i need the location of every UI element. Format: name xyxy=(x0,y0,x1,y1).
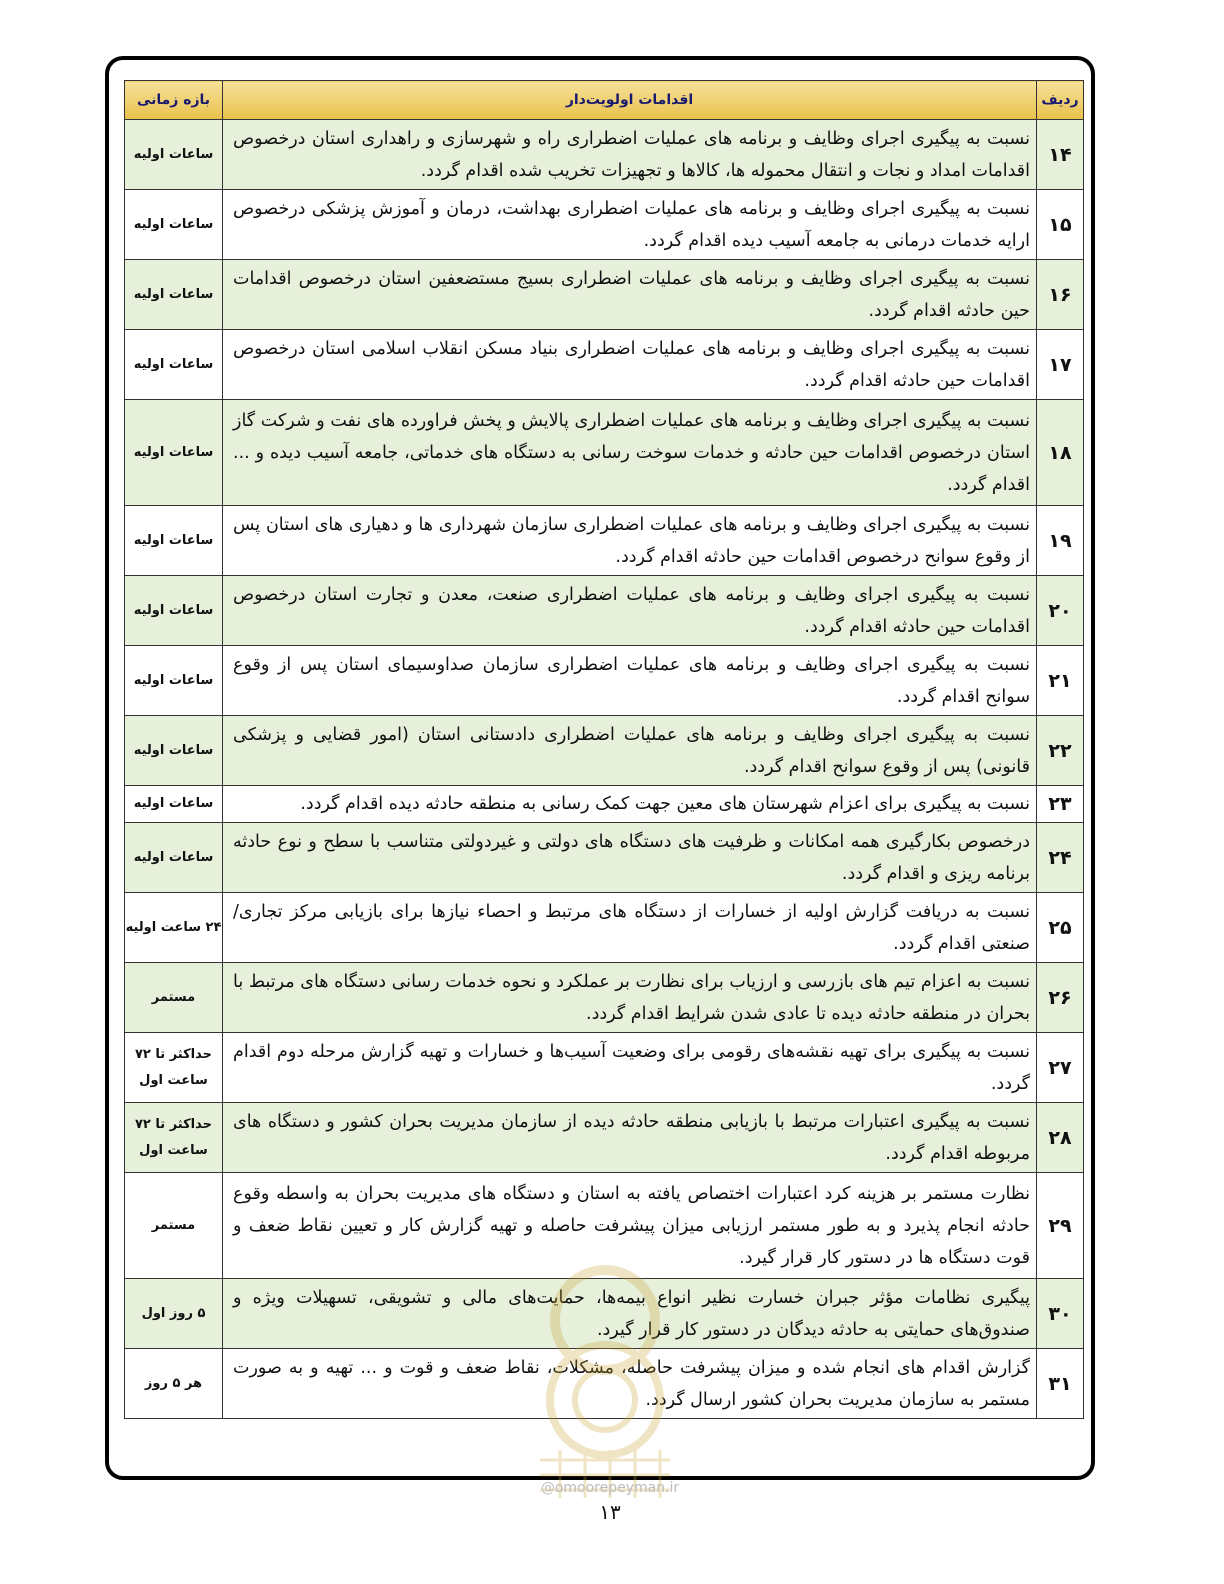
row-number-cell: ۱۸ xyxy=(1037,400,1084,506)
row-number-cell: ۱۶ xyxy=(1037,260,1084,330)
table-row xyxy=(125,400,1084,506)
time-frame-cell: ساعات اولیه xyxy=(125,576,223,646)
table-row xyxy=(125,1033,1084,1103)
table-row xyxy=(125,506,1084,576)
action-text-cell: نسبت به پیگیری اجرای وظایف و برنامه های عملیات اضطراری بنیاد مسکن انقلاب اسلامی استان درخصوص اقدامات حین حادثه اقدام گردد. xyxy=(223,330,1037,400)
row-number-cell: ۳۱ xyxy=(1037,1349,1084,1419)
table-header-row xyxy=(125,81,1084,120)
time-frame-cell: ساعات اولیه xyxy=(125,260,223,330)
action-text-cell: نسبت به پیگیری اجرای وظایف و برنامه های عملیات اضطراری بهداشت، درمان و آموزش پزشکی درخصوص ارایه خدمات درمانی به جامعه آسیب دیده اقدام گردد. xyxy=(223,190,1037,260)
page-number: ۱۳ xyxy=(599,1500,621,1524)
table-row xyxy=(125,716,1084,786)
table-row xyxy=(125,823,1084,893)
action-text-cell: نسبت به پیگیری اجرای وظایف و برنامه های عملیات اضطراری بسیج مستضعفین استان درخصوص اقدامات حین حادثه اقدام گردد. xyxy=(223,260,1037,330)
time-frame-cell: ساعات اولیه xyxy=(125,646,223,716)
time-frame-cell: ساعات اولیه xyxy=(125,400,223,506)
action-text-cell: نسبت به پیگیری اجرای وظایف و برنامه های عملیات اضطراری سازمان صداوسیمای استان پس از وقوع سوانح اقدام گردد. xyxy=(223,646,1037,716)
header-priority-actions: اقدامات اولویت‌دار xyxy=(223,81,1037,120)
table-row xyxy=(125,963,1084,1033)
time-frame-cell: ساعات اولیه xyxy=(125,330,223,400)
action-text-cell: گزارش اقدام های انجام شده و میزان پیشرفت حاصله، مشکلات، نقاط ضعف و قوت و ... تهیه و به صورت مستمر به سازمان مدیریت بحران کشور ارسال گردد. xyxy=(223,1349,1037,1419)
time-frame-cell: حداکثر تا ۷۲ ساعت اول xyxy=(125,1103,223,1173)
row-number-cell: ۱۴ xyxy=(1037,120,1084,190)
row-number-cell: ۲۱ xyxy=(1037,646,1084,716)
time-frame-cell: ساعات اولیه xyxy=(125,506,223,576)
action-text-cell: نسبت به پیگیری اجرای وظایف و برنامه های عملیات اضطراری راه و شهرسازی و راهداری استان درخصوص اقدامات امداد و نجات و انتقال محموله ها، کالاها و تجهیزات تخریب شده اقدام گردد. xyxy=(223,120,1037,190)
row-number-cell: ۱۷ xyxy=(1037,330,1084,400)
action-text-cell: نسبت به پیگیری اجرای وظایف و برنامه های عملیات اضطراری صنعت، معدن و تجارت استان درخصوص اقدامات حین حادثه اقدام گردد. xyxy=(223,576,1037,646)
table-row xyxy=(125,576,1084,646)
action-text-cell: پیگیری نظامات مؤثر جبران خسارت نظیر انواع بیمه‌ها، حمایت‌های مالی و تشویقی، تسهیلات ویژه و صندوق‌های حمایتی به حادثه دیدگان در دستور کار قرار گیرد. xyxy=(223,1279,1037,1349)
table-row xyxy=(125,330,1084,400)
time-frame-cell: ۲۴ ساعت اولیه xyxy=(125,893,223,963)
table-row xyxy=(125,260,1084,330)
row-number-cell: ۳۰ xyxy=(1037,1279,1084,1349)
table-row xyxy=(125,1103,1084,1173)
time-frame-cell: ۵ روز اول xyxy=(125,1279,223,1349)
action-text-cell: نسبت به پیگیری اعتبارات مرتبط با بازیابی منطقه حادثه دیده از سازمان مدیریت بحران کشور و دستگاه های مربوطه اقدام گردد. xyxy=(223,1103,1037,1173)
action-text-cell: نظارت مستمر بر هزینه کرد اعتبارات اختصاص یافته به استان و دستگاه های مدیریت بحران به واسطه وقوع حادثه انجام پذیرد و به طور مستمر ارزیابی میزان پیشرفت حاصله و تهیه گزارش کار و تعیین نقاط ضعف و قوت دستگاه ها در دستور کار قرار گیرد. xyxy=(223,1173,1037,1279)
logo-watermark xyxy=(500,1260,710,1500)
row-number-cell: ۲۲ xyxy=(1037,716,1084,786)
table-row xyxy=(125,190,1084,260)
action-text-cell: نسبت به دریافت گزارش اولیه از خسارات از دستگاه های مرتبط و احصاء نیازها برای بازیابی مرکز تجاری/صنعتی اقدام گردد. xyxy=(223,893,1037,963)
time-frame-cell: مستمر xyxy=(125,963,223,1033)
table-row xyxy=(125,786,1084,823)
time-frame-cell: ساعات اولیه xyxy=(125,716,223,786)
row-number-cell: ۲۰ xyxy=(1037,576,1084,646)
row-number-cell: ۱۵ xyxy=(1037,190,1084,260)
time-frame-cell: ساعات اولیه xyxy=(125,190,223,260)
row-number-cell: ۱۹ xyxy=(1037,506,1084,576)
table-body xyxy=(125,120,1084,1419)
website-watermark: @omoorepeyman.ir xyxy=(540,1480,680,1496)
table-row xyxy=(125,120,1084,190)
header-time-frame: بازه زمانی xyxy=(125,81,223,120)
time-frame-cell: ساعات اولیه xyxy=(125,823,223,893)
time-frame-cell: ساعات اولیه xyxy=(125,120,223,190)
row-number-cell: ۲۶ xyxy=(1037,963,1084,1033)
action-text-cell: نسبت به پیگیری برای تهیه نقشه‌های رقومی برای وضعیت آسیب‌ها و خسارات و تهیه گزارش مرحله دوم اقدام گردد. xyxy=(223,1033,1037,1103)
time-frame-cell: ساعات اولیه xyxy=(125,786,223,823)
priority-actions-table xyxy=(124,80,1084,1419)
table-row xyxy=(125,893,1084,963)
action-text-cell: نسبت به اعزام تیم های بازرسی و ارزیاب برای نظارت بر عملکرد و نحوه خدمات رسانی دستگاه های مرتبط با بحران در منطقه حادثه دیده تا عادی شدن شرایط اقدام گردد. xyxy=(223,963,1037,1033)
row-number-cell: ۲۴ xyxy=(1037,823,1084,893)
action-text-cell: نسبت به پیگیری اجرای وظایف و برنامه های عملیات اضطراری پالایش و پخش فراورده های نفت و شرکت گاز استان درخصوص اقدامات حین حادثه و خدمات سوخت رسانی به دستگاه های خدماتی، جامعه آسیب دیده و ... اقدام گردد. xyxy=(223,400,1037,506)
action-text-cell: نسبت به پیگیری اجرای وظایف و برنامه های عملیات اضطراری دادستانی استان (امور قضایی و پزشکی قانونی) پس از وقوع سوانح اقدام گردد. xyxy=(223,716,1037,786)
row-number-cell: ۲۸ xyxy=(1037,1103,1084,1173)
time-frame-cell: هر ۵ روز xyxy=(125,1349,223,1419)
action-text-cell: درخصوص بکارگیری همه امکانات و ظرفیت های دستگاه های دولتی و غیردولتی متناسب با سطح و نوع حادثه برنامه ریزی و اقدام گردد. xyxy=(223,823,1037,893)
row-number-cell: ۲۵ xyxy=(1037,893,1084,963)
row-number-cell: ۲۳ xyxy=(1037,786,1084,823)
row-number-cell: ۲۷ xyxy=(1037,1033,1084,1103)
row-number-cell: ۲۹ xyxy=(1037,1173,1084,1279)
action-text-cell: نسبت به پیگیری اجرای وظایف و برنامه های عملیات اضطراری سازمان شهرداری ها و دهیاری های استان پس از وقوع سوانح درخصوص اقدامات حین حادثه اقدام گردد. xyxy=(223,506,1037,576)
header-row-number: ردیف xyxy=(1037,81,1084,120)
time-frame-cell: حداکثر تا ۷۲ ساعت اول xyxy=(125,1033,223,1103)
time-frame-cell: مستمر xyxy=(125,1173,223,1279)
table-row xyxy=(125,646,1084,716)
action-text-cell: نسبت به پیگیری برای اعزام شهرستان های معین جهت کمک رسانی به منطقه حادثه دیده اقدام گردد. xyxy=(223,786,1037,823)
